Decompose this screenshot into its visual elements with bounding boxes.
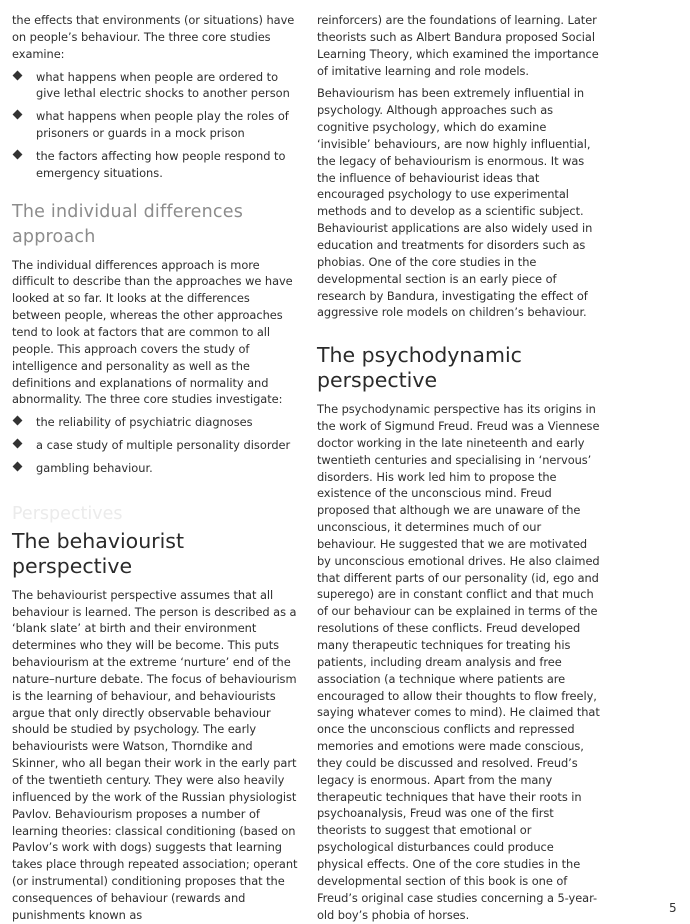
- diamond-bullet-icon: [13, 70, 23, 80]
- list-item: a case study of multiple personality disorder: [12, 437, 298, 454]
- behaviourist-paragraph: The behaviourist perspective assumes that all behaviour is learned. The person is described as a ‘blank slate’ at birth and their environment determines who they will be become. This puts behaviourism at the extreme ‘nurture’ end of the nature–nurture debate. The focus of behaviourism is the learning of behaviour, and behaviourists argue that only directly observable behaviour should be studied by psychology. The early behaviourists were Watson, Thorndike and Skinner, who all began their work in the early part of the twentieth century. They were also heavily influenced by the work of the Russian physiologist Pavlov. Behaviourism proposes a number of learning theories: classical conditioning (based on Pavlov’s work with dogs) suggests that learning takes place through repeated association; operant (or instrumental) conditioning proposes that the consequences of behaviour (rewards and punishments known as: [12, 587, 298, 922]
- core-studies-list-social: [12, 69, 298, 182]
- diamond-bullet-icon: [13, 110, 23, 120]
- page-number: 5: [669, 901, 677, 915]
- behaviourist-influence-paragraph: Behaviourism has been extremely influential in psychology. Although approaches such as cognitive psychology, which do examine ‘invisible’ behaviours, are now highly influential, the legacy of behaviourism is enormous. It was the influence of behaviourist ideas that encouraged psychology to use experimental methods and to develop as a scientific subject. Behaviourist applications are also widely used in education and treatments for disorders such as phobias. One of the core studies in the developmental section is an early piece of research by Bandura, investigating the effect of aggressive role models on children’s behaviour.: [317, 86, 593, 320]
- list-item: what happens when people play the roles of prisoners or guards in a mock prison: [12, 108, 298, 142]
- psychodynamic-paragraph: The psychodynamic perspective has its origins in the work of Sigmund Freud. Freud was a Viennese doctor working in the late nineteenth and early twentieth centuries and specialising in ‘nervous’ disorders. His work led him to propose the existence of the unconscious mind. Freud proposed that although we are unaware of the unconscious, it determines much of our behaviour. He suggested that we are motivated by unconscious emotional drives. He also claimed that different parts of our personality (id, ego and superego) are in constant conflict and that much of our behaviour can be explained in terms of the resolutions of these conflicts. Freud developed many therapeutic techniques for treating his patients, including dream analysis and free association (a technique where patients are encouraged to allow their thoughts to flow freely, saying whatever comes to mind). He claimed that once the unconscious conflicts and repressed memories and emotions were made conscious, they could be discussed and resolved. Freud’s legacy is enormous. Apart from the many therapeutic techniques that have their roots in psychoanalysis, Freud was one of the first theorists to suggest that emotional or psychological disturbances could produce physical effects. One of the core studies in the developmental section of this book is one of Freud’s original case studies concerning a 5-year-old boy’s phobia of horses.: [317, 402, 600, 922]
- diamond-bullet-icon: [13, 439, 23, 449]
- intro-paragraph: the effects that environments (or situations) have on people’s behaviour. The three core studies examine:: [12, 13, 295, 61]
- left-column: [12, 12, 298, 924]
- individual-differences-paragraph: The individual differences approach is more difficult to describe than the approaches we have looked at so far. It looks at the differences between people, whereas the other approaches tend to look at factors that are common to all people. This approach covers the study of intelligence and personality as well as the definitions and explanations of normality and abnormality. The three core studies investigate:: [12, 257, 293, 407]
- behaviourist-continued-paragraph: reinforcers) are the foundations of learning. Later theorists such as Albert Bandura proposed Social Learning Theory, which examined the importance of imitative learning and role models.: [317, 13, 599, 78]
- diamond-bullet-icon: [13, 149, 23, 159]
- core-studies-list-individual: [12, 414, 298, 477]
- list-item: the factors affecting how people respond to emergency situations.: [12, 148, 298, 182]
- individual-differences-heading: The individual differences approach: [12, 201, 244, 247]
- list-item: gambling behaviour.: [12, 460, 298, 477]
- list-item: what happens when people are ordered to give lethal electric shocks to another person: [12, 69, 298, 103]
- perspectives-heading: Perspectives: [12, 503, 123, 524]
- list-item: the reliability of psychiatric diagnoses: [12, 414, 298, 431]
- diamond-bullet-icon: [13, 416, 23, 426]
- psychodynamic-heading: The psychodynamic perspective: [317, 343, 522, 393]
- behaviourist-heading: The behaviourist perspective: [12, 528, 185, 578]
- right-column: [317, 12, 600, 923]
- diamond-bullet-icon: [13, 461, 23, 471]
